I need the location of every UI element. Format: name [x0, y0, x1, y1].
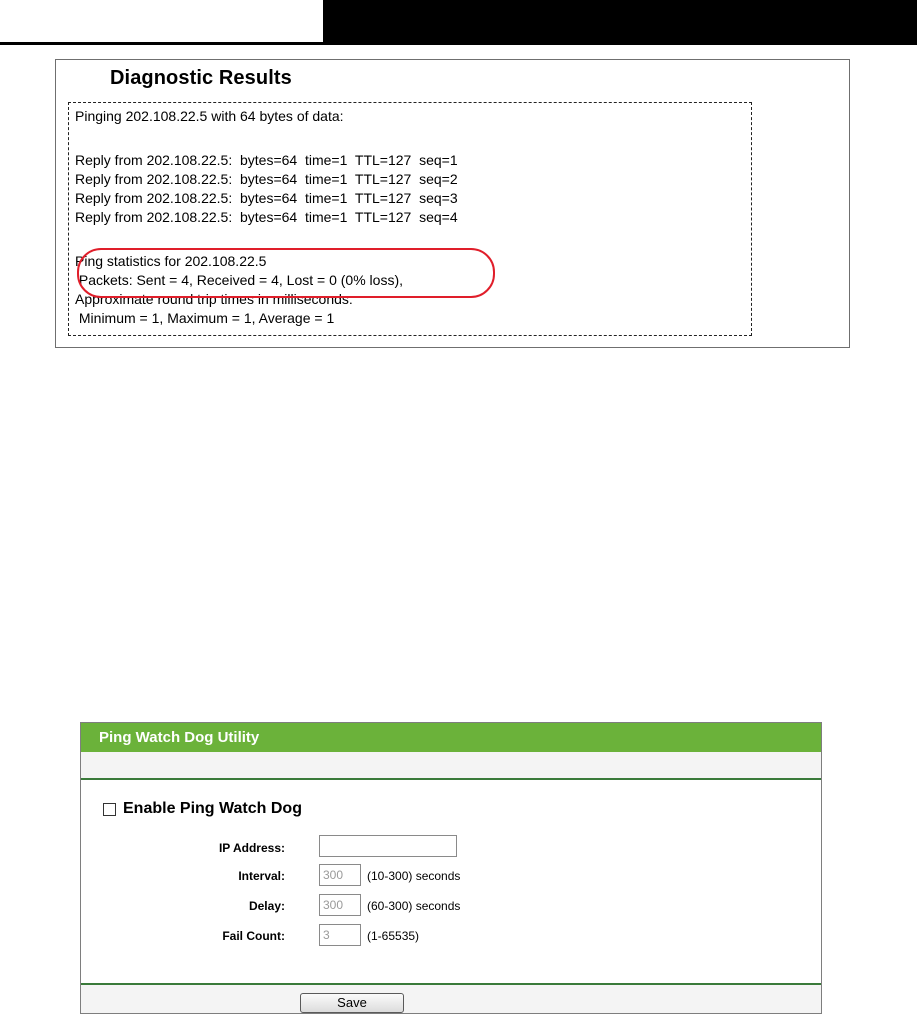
enable-watchdog-row: [103, 800, 302, 818]
fail-count-label: Fail Count:: [222, 929, 285, 943]
output-line: Reply from 202.108.22.5: bytes=64 time=1 TTL=127 seq=2: [75, 171, 458, 187]
delay-hint: (60-300) seconds: [367, 899, 461, 913]
output-line: Minimum = 1, Maximum = 1, Average = 1: [75, 310, 335, 326]
output-line: Pinging 202.108.22.5 with 64 bytes of data:: [75, 108, 344, 124]
panel-header-band: [81, 752, 821, 778]
panel-footer-band: [81, 985, 821, 1013]
diagnostic-results-title: Diagnostic Results: [110, 67, 292, 89]
fail-count-input[interactable]: 3: [319, 924, 361, 946]
enable-watchdog-label[interactable]: Enable Ping Watch Dog: [123, 800, 302, 817]
ping-watch-dog-panel: [80, 722, 822, 1014]
highlight-ellipse: [77, 248, 495, 298]
delay-input[interactable]: 300: [319, 894, 361, 916]
ip-address-label: IP Address:: [218, 841, 285, 855]
ip-address-input[interactable]: [319, 835, 457, 857]
output-line: Reply from 202.108.22.5: bytes=64 time=1 TTL=127 seq=1: [75, 152, 458, 168]
delay-label: Delay:: [248, 899, 285, 913]
panel-title-bar: [81, 723, 821, 752]
diagnostic-results-panel: [55, 59, 850, 348]
interval-input[interactable]: 300: [319, 864, 361, 886]
header-rule: [0, 42, 917, 45]
output-line: Packets: Sent = 4, Received = 4, Lost = 0 (0% loss),: [75, 272, 404, 288]
panel-title: Ping Watch Dog Utility: [99, 729, 260, 746]
output-line: Reply from 202.108.22.5: bytes=64 time=1 TTL=127 seq=3: [75, 190, 458, 206]
enable-watchdog-checkbox[interactable]: [103, 803, 116, 816]
output-line: Approximate round trip times in milliseconds:: [75, 291, 353, 307]
output-line: Ping statistics for 202.108.22.5: [75, 253, 267, 269]
output-line: Reply from 202.108.22.5: bytes=64 time=1 TTL=127 seq=4: [75, 209, 458, 225]
interval-hint: (10-300) seconds: [367, 869, 461, 883]
fail-count-hint: (1-65535): [367, 929, 420, 943]
header-black-bar: [323, 0, 917, 42]
interval-label: Interval:: [238, 869, 285, 883]
divider: [81, 778, 821, 780]
save-button[interactable]: Save: [300, 993, 404, 1013]
diagnostic-output-box: [68, 102, 752, 336]
